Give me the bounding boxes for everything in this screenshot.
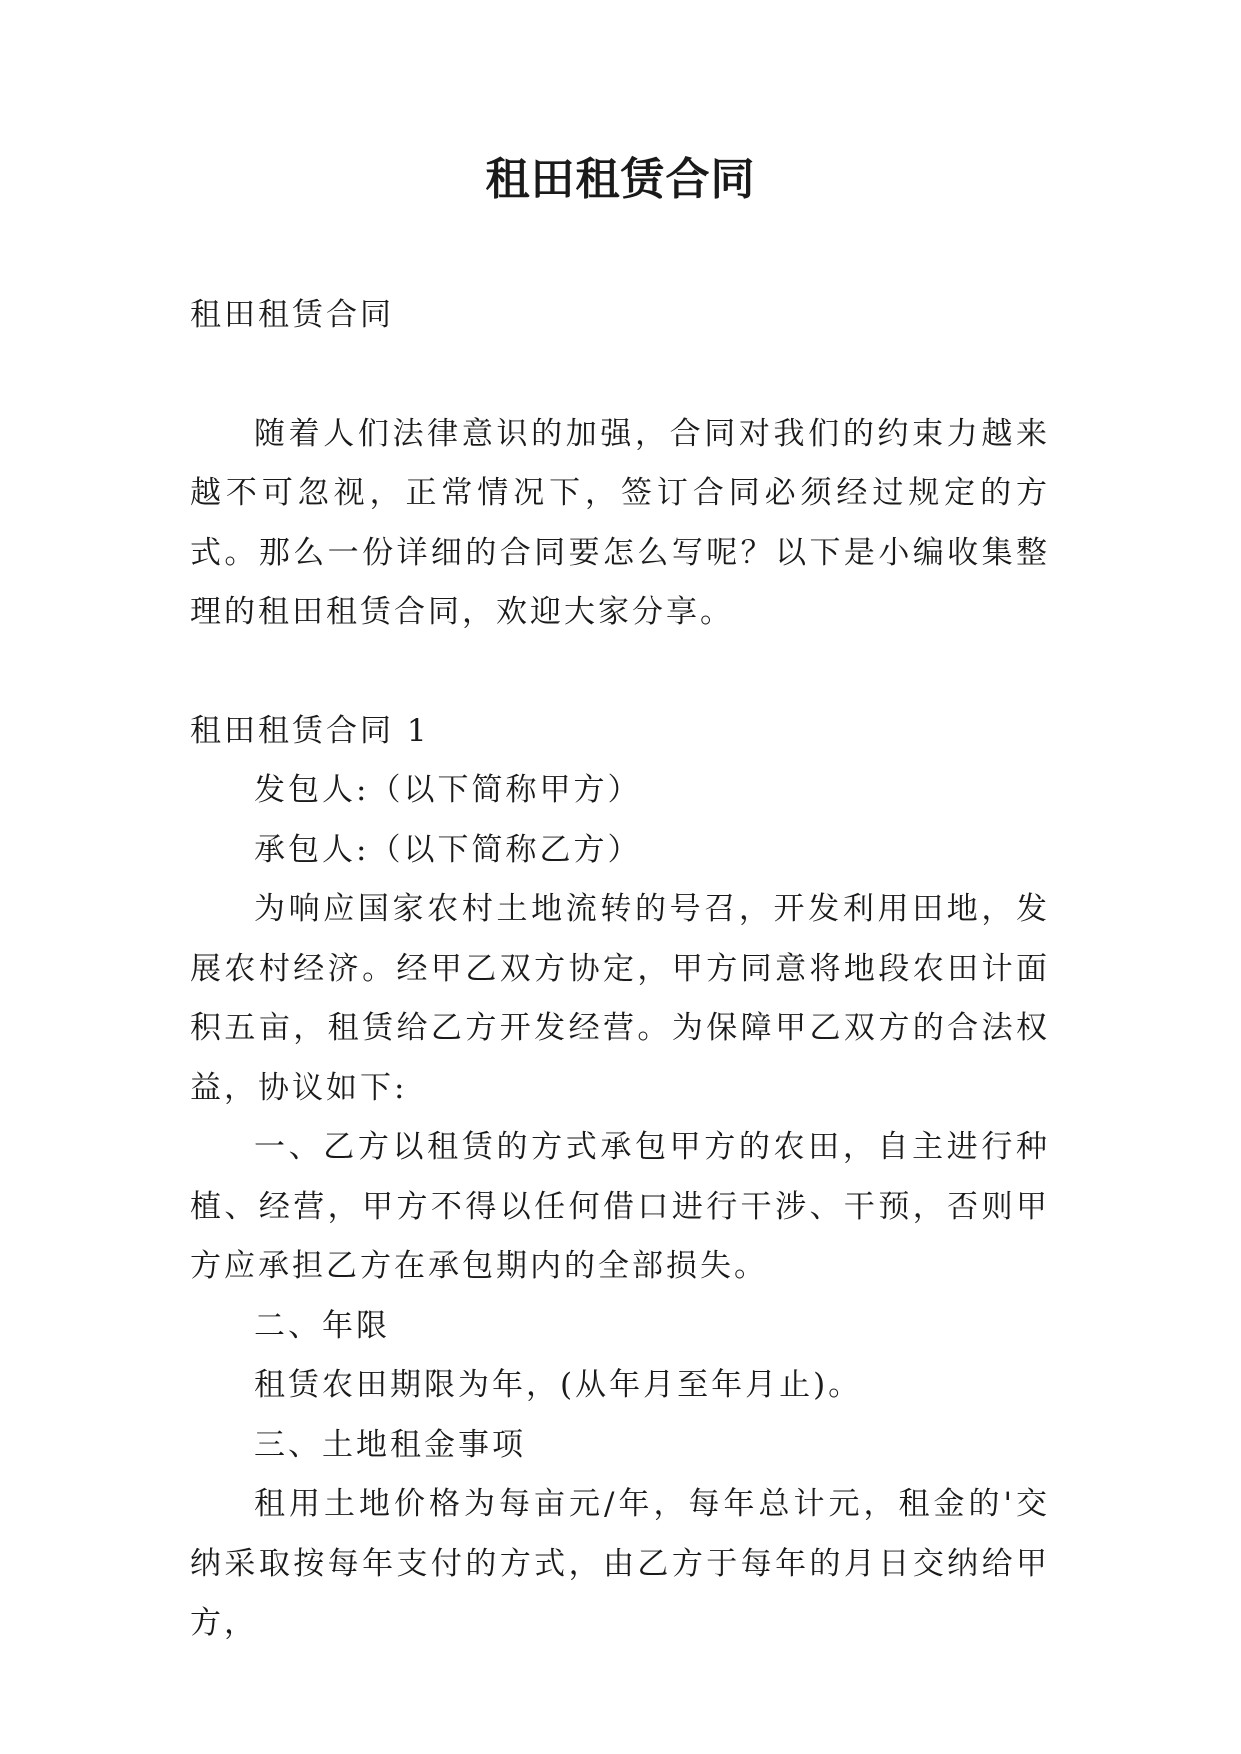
document-subtitle: 租田租赁合同 [190, 297, 394, 333]
document-body [190, 286, 1050, 1654]
clause-1-paragraph: 一、乙方以租赁的方式承包甲方的农田，自主进行种植、经营，甲方不得以任何借口进行干涉、干预，否则甲方应承担乙方在承包期内的全部损失。 [190, 1129, 1050, 1284]
clause-3-heading: 三、土地租金事项 [254, 1426, 526, 1463]
clause-3-paragraph: 租用土地价格为每亩元/年，每年总计元，租金的'交纳采取按每年支付的方式，由乙方于每年的月日交纳给甲方， [190, 1486, 1050, 1641]
party-a-line: 发包人:（以下简称甲方） [254, 772, 642, 808]
intro-paragraph: 随着人们法律意识的加强，合同对我们的约束力越来越不可忽视，正常情况下，签订合同必须经过规定的方式。那么一份详细的合同要怎么写呢？以下是小编收集整理的租田租赁合同，欢迎大家分享。 [190, 415, 1050, 630]
clause-2-paragraph: 租赁农田期限为年，(从年月至年月止)。 [254, 1367, 863, 1403]
section-heading: 租田租赁合同 1 [190, 712, 430, 749]
preamble-paragraph: 为响应国家农村土地流转的号召，开发利用田地，发展农村经济。经甲乙双方协定，甲方同意将地段农田计面积五亩，租赁给乙方开发经营。为保障甲乙双方的合法权益，协议如下: [190, 891, 1050, 1106]
clause-2-heading: 二、年限 [254, 1307, 390, 1344]
document-title: 租田租赁合同 [485, 154, 756, 205]
party-b-line: 承包人:（以下简称乙方） [254, 831, 642, 868]
